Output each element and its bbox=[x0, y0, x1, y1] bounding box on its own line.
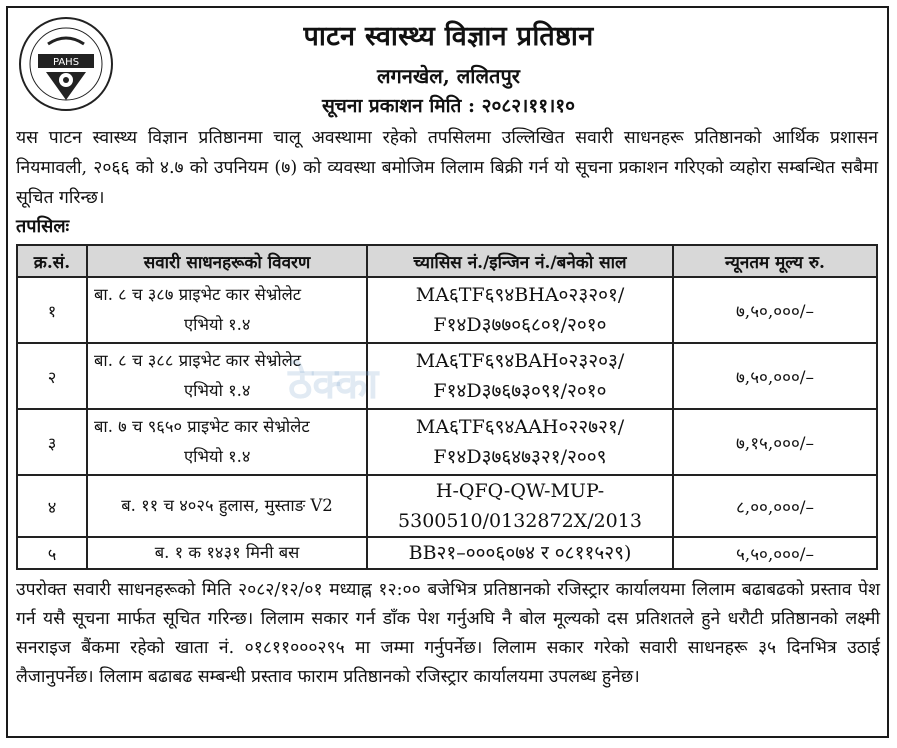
description-line-1: बा. ८ च ३८७ प्राइभेट कार सेभ्रोलेट bbox=[94, 285, 302, 304]
tapasil-label: तपसिलः bbox=[16, 216, 70, 237]
chassis-line-1: H-QFQ-QW-MUP- bbox=[435, 480, 605, 502]
description-line-2: एभियो १.४ bbox=[184, 381, 251, 400]
chassis-line-2: F१४D३७६७३०९१/२०१० bbox=[433, 380, 607, 402]
table-row bbox=[17, 343, 877, 409]
description-line-2: एभियो १.४ bbox=[184, 447, 251, 466]
logo-abbr: PAHS bbox=[52, 57, 80, 68]
header-chassis: च्यासिस नं./इन्जिन नं./बनेको साल bbox=[367, 245, 673, 277]
chassis-line-1: MA६TF६९४BAH०२३२०३/ bbox=[415, 350, 625, 372]
row-price: ७,५०,०००/– bbox=[673, 277, 877, 343]
chassis-line-2: F१४D३७७०६८०१/२०१० bbox=[433, 314, 607, 336]
header-description: सवारी साधनहरूको विवरण bbox=[87, 245, 367, 277]
intro-paragraph: यस पाटन स्वास्थ्य विज्ञान प्रतिष्ठानमा चालू अवस्थामा रहेको तपसिलमा उल्लिखित सवारी साधनहरू प्रतिष्ठानको आर्थिक प्रशासन नियमावली, २०६६ को ४.७ को उपनियम (७) को व्यवस्था बमोजिम लिलाम बिक्री गर्न यो सूचना प्रकाशन गरिएको व्यहोरा सम्बन्धित सबैमा सूचित गरिन्छ। bbox=[16, 128, 878, 208]
row-price: ७,५०,०००/– bbox=[673, 343, 877, 409]
publication-date: सूचना प्रकाशन मिति : २०८२।११।१० bbox=[321, 95, 576, 117]
row-chassis bbox=[367, 475, 673, 537]
row-price: ५,५०,०००/– bbox=[673, 537, 877, 569]
institution-title: पाटन स्वास्थ्य विज्ञान प्रतिष्ठान bbox=[303, 21, 594, 52]
row-description bbox=[87, 277, 367, 343]
row-chassis bbox=[367, 277, 673, 343]
chassis-line-2: 5300510/0132872X/2013 bbox=[398, 510, 642, 532]
row-chassis: BB२१–०००६०७४ र ०८११५२९) bbox=[367, 537, 673, 569]
row-sn: १ bbox=[17, 277, 87, 343]
row-sn: २ bbox=[17, 343, 87, 409]
institution-location: लगनखेल, ललितपुर bbox=[376, 64, 520, 88]
header-min-price: न्यूनतम मूल्य रु. bbox=[673, 245, 877, 277]
row-description: ब. ११ च ४०२५ हुलास, मुस्ताङ V2 bbox=[87, 475, 367, 537]
row-price: ८,००,०००/– bbox=[673, 475, 877, 537]
row-sn: ३ bbox=[17, 409, 87, 475]
row-description bbox=[87, 409, 367, 475]
table-header-row bbox=[17, 245, 877, 277]
description-line-2: एभियो १.४ bbox=[184, 315, 251, 334]
chassis-line-2: F१४D३७६४७३२१/२००९ bbox=[433, 446, 607, 468]
watermark: ठेक्का bbox=[288, 359, 379, 408]
chassis-line-1: MA६TF६९४BHA०२३२०१/ bbox=[415, 284, 625, 306]
row-chassis bbox=[367, 409, 673, 475]
row-chassis bbox=[367, 343, 673, 409]
table-row bbox=[17, 277, 877, 343]
description-line-1: बा. ८ च ३८८ प्राइभेट कार सेभ्रोलेट bbox=[94, 351, 302, 370]
table-row bbox=[17, 409, 877, 475]
description-line-1: बा. ७ च ९६५० प्राइभेट कार सेभ्रोलेट bbox=[94, 417, 310, 436]
row-price: ७,१५,०००/– bbox=[673, 409, 877, 475]
row-description: ब. १ क १४३१ मिनी बस bbox=[87, 537, 367, 569]
chassis-line-1: MA६TF६९४AAH०२२७२१/ bbox=[415, 416, 625, 438]
row-description bbox=[87, 343, 367, 409]
table-row bbox=[17, 475, 877, 537]
header-sn: क्र.सं. bbox=[17, 245, 87, 277]
row-sn: ४ bbox=[17, 475, 87, 537]
footer-paragraph: उपरोक्त सवारी साधनहरूको मिति २०८२/१२/०१ मध्याह्न १२:०० बजेभित्र प्रतिष्ठानको रजिस्ट्रार कार्यालयमा लिलाम बढाबढको प्रस्ताव पेश गर्न यसै सूचना मार्फत सूचित गरिन्छ। लिलाम सकार गर्न डाँक पेश गर्नुअघि नै बोल मूल्यको दस प्रतिशतले हुने धरौटी प्रतिष्ठानको लक्ष्मी सनराइज बैंकमा रहेको खाता नं. ०१८११०००२९५ मा जम्मा गर्नुपर्नेछ। लिलाम सकार गरेको सवारी साधनहरू ३५ दिनभित्र उठाई लैजानुपर्नेछ। लिलाम बढाबढ सम्बन्धी प्रस्ताव फाराम प्रतिष्ठानको रजिस्ट्रार कार्यालयमा उपलब्ध हुनेछ। bbox=[16, 580, 880, 687]
table-row bbox=[17, 537, 877, 569]
vehicle-table bbox=[16, 244, 878, 570]
row-sn: ५ bbox=[17, 537, 87, 569]
